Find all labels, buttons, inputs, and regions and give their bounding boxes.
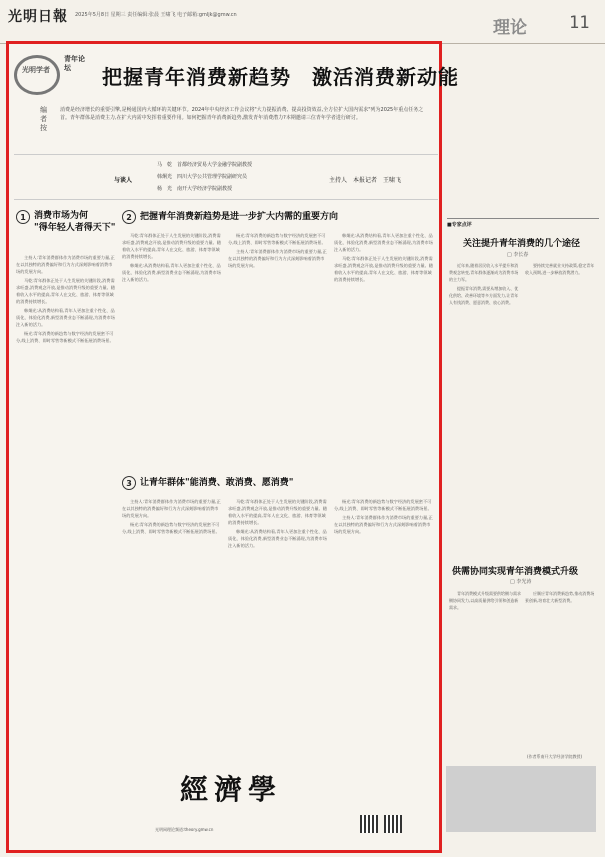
article-paragraph: 近年来,随着居民收入水平提升和消费观念转变,青年群体逐渐成为消费市场的主力军。 (449, 263, 519, 282)
section-number: 1 (16, 210, 30, 224)
qr-code-icon (360, 815, 378, 833)
section-heading-text: 消费市场为何 "得年轻人者得天下" (34, 211, 116, 233)
guest-row: 杨 光 南开大学经济学院副教授 (157, 186, 233, 192)
host-line: 主持人 本报记者 王啸飞 (329, 177, 402, 184)
article-body-col-b (525, 262, 597, 552)
main-title: 把握青年消费新趋势 激活消费新动能 (102, 65, 459, 89)
section-heading-1 (16, 210, 116, 234)
page-number: 11 (569, 13, 590, 33)
article-author: □ 李长春 (507, 252, 529, 258)
column-tag: 青年论坛 (64, 55, 85, 72)
qa-paragraph: 主持人:青年消费群体作为消费市场的重要力量,正在以其独特的消费偏好和行为方式深刻影响着消费市场的发展方向。 (16, 255, 115, 274)
guest-box (14, 154, 438, 200)
expert-comment-tag: ■专家点评 (447, 222, 472, 228)
article-paragraph: 要持续完善就业支持政策,稳定青年收入预期,进一步释放消费潜力。 (525, 263, 595, 275)
qa-column-3 (228, 232, 328, 462)
article2-body-col-a (449, 590, 521, 760)
qa-paragraph: 韩炯光:从消费结构看,青年人更加注重个性化、品质化、体验化消费,新型消费业态不断涌现,为消费市场注入新的活力。 (334, 233, 433, 252)
qa-paragraph: 马乾:青年群体正处于人生发展的关键阶段,消费需求旺盛,消费观念开放,是推动消费升级的重要力量。随着收入水平的提高,青年人在文化、旅游、体育等领域的消费持续增长。 (334, 256, 433, 282)
article-paragraph: 应顺应青年消费新趋势,推动消费场景创新,培育壮大新型消费。 (525, 591, 595, 603)
emblem-label: 光明学者 (22, 66, 50, 74)
qa-paragraph: 杨光:青年消费的新趋势与数字经济的发展密不可分,线上消费、即时零售等新模式不断拓展消费场景。 (334, 499, 432, 511)
article-body-col-a (449, 262, 521, 552)
article-author: □ 李光涛 (510, 579, 532, 585)
section-heading-2 (122, 210, 438, 224)
article2-body-col-b (525, 590, 597, 750)
qa-column-1 (16, 254, 116, 844)
masthead (0, 0, 605, 44)
newspaper-logo: 光明日報 (8, 9, 68, 25)
column-emblem-icon (14, 55, 60, 95)
section-heading-3 (122, 476, 438, 490)
footer-logo: 經濟學 (180, 773, 283, 806)
qa-paragraph: 韩炯光:从消费结构看,青年人更加注重个性化、品质化、体验化消费,新型消费业态不断涌现,为消费市场注入新的活力。 (16, 308, 115, 327)
qa-paragraph: 马乾:青年群体正处于人生发展的关键阶段,消费需求旺盛,消费观念开放,是推动消费升级的重要力量。随着收入水平的提高,青年人在文化、旅游、体育等领域的消费持续增长。 (16, 278, 115, 304)
article-title: 关注提升青年消费的几个途径 (463, 239, 581, 249)
qa-paragraph: 韩炯光:从消费结构看,青年人更加注重个性化、品质化、体验化消费,新型消费业态不断涌现,为消费市场注入新的活力。 (122, 263, 221, 282)
qa-paragraph: 马乾:青年群体正处于人生发展的关键阶段,消费需求旺盛,消费观念开放,是推动消费升级的重要力量。随着收入水平的提高,青年人在文化、旅游、体育等领域的消费持续增长。 (228, 499, 327, 525)
section-heading-text: 让青年群体"能消费、敢消费、愿消费" (140, 478, 294, 488)
section-heading-text: 把握青年消费新趋势是进一步扩大内需的重要方向 (140, 212, 339, 222)
author-note: (作者系南开大学经济学院教授) (527, 754, 583, 759)
qa-paragraph: 马乾:青年群体正处于人生发展的关键阶段,消费需求旺盛,消费观念开放,是推动消费升级的重要力量。随着收入水平的提高,青年人在文化、旅游、体育等领域的消费持续增长。 (122, 233, 221, 259)
right-divider (447, 218, 599, 219)
article-paragraph: 青年消费模式升级需要供给侧与需求侧协同发力,以高质量供给引领和创造新需求。 (449, 591, 521, 610)
qa-paragraph: 杨光:青年消费的新趋势与数字经济的发展密不可分,线上消费、即时零售等新模式不断拓展消费场景。 (16, 331, 114, 343)
qa-paragraph: 韩炯光:从消费结构看,青年人更加注重个性化、品质化、体验化消费,新型消费业态不断涌现,为消费市场注入新的活力。 (228, 529, 327, 548)
footer-image (446, 766, 596, 832)
editor-note-label: 编者按 (40, 106, 47, 132)
qa-column-4 (334, 232, 434, 462)
qr-code-icon (384, 815, 402, 833)
qa-paragraph: 主持人:青年消费群体作为消费市场的重要力量,正在以其独特的消费偏好和行为方式深刻影响着消费市场的发展方向。 (122, 499, 221, 518)
feature-title-box (14, 55, 459, 101)
qa-paragraph: 杨光:青年消费的新趋势与数字经济的发展密不可分,线上消费、即时零售等新模式不断拓展消费场景。 (228, 233, 326, 245)
guest-row: 马 乾 首都经济贸易大学金融学院副教授 (157, 162, 253, 168)
qa-column-7 (334, 498, 434, 844)
article-title: 供需协同实现青年消费模式升级 (452, 567, 579, 577)
issue-meta: 2025年5月8日 星期三 责任编辑:张晨 王啸飞 电子邮箱:gmljk@gmw.cn (75, 12, 237, 18)
editor-note: 消费是经济增长的重要引擎,是畅通国内大循环的关键环节。2024年中央经济工作会议将"大力提振消费、提高投资效益,全方位扩大国内需求"列为2025年重点任务之首。青年群体是消费主力,在扩大内需中发挥着重要作用。如何把握青年消费新趋势,激发青年消费潜力?本期邀请三位青年学者进行研讨。 (60, 107, 424, 121)
qa-paragraph: 主持人:青年消费群体作为消费市场的重要力量,正在以其独特的消费偏好和行为方式深刻影响着消费市场的发展方向。 (228, 249, 327, 268)
section-title: 理论 (493, 18, 527, 38)
qa-paragraph: 杨光:青年消费的新趋势与数字经济的发展密不可分,线上消费、即时零售等新模式不断拓展消费场景。 (122, 522, 220, 534)
footer-subtitle: 光明网理论频道:theory.gmw.cn (155, 827, 214, 832)
article-paragraph: 提振青年消费,需要从增加收入、优化供给、改善环境等多方面发力,让青年人有钱消费、愿意消费、放心消费。 (449, 286, 519, 305)
guest-label: 与谈人 (114, 177, 133, 184)
qa-paragraph: 主持人:青年消费群体作为消费市场的重要力量,正在以其独特的消费偏好和行为方式深刻影响着消费市场的发展方向。 (334, 515, 433, 534)
section-number: 3 (122, 476, 136, 490)
section-number: 2 (122, 210, 136, 224)
qa-column-2 (122, 232, 222, 462)
guest-row: 韩炯光 四川大学公共管理学院副研究员 (157, 174, 248, 180)
